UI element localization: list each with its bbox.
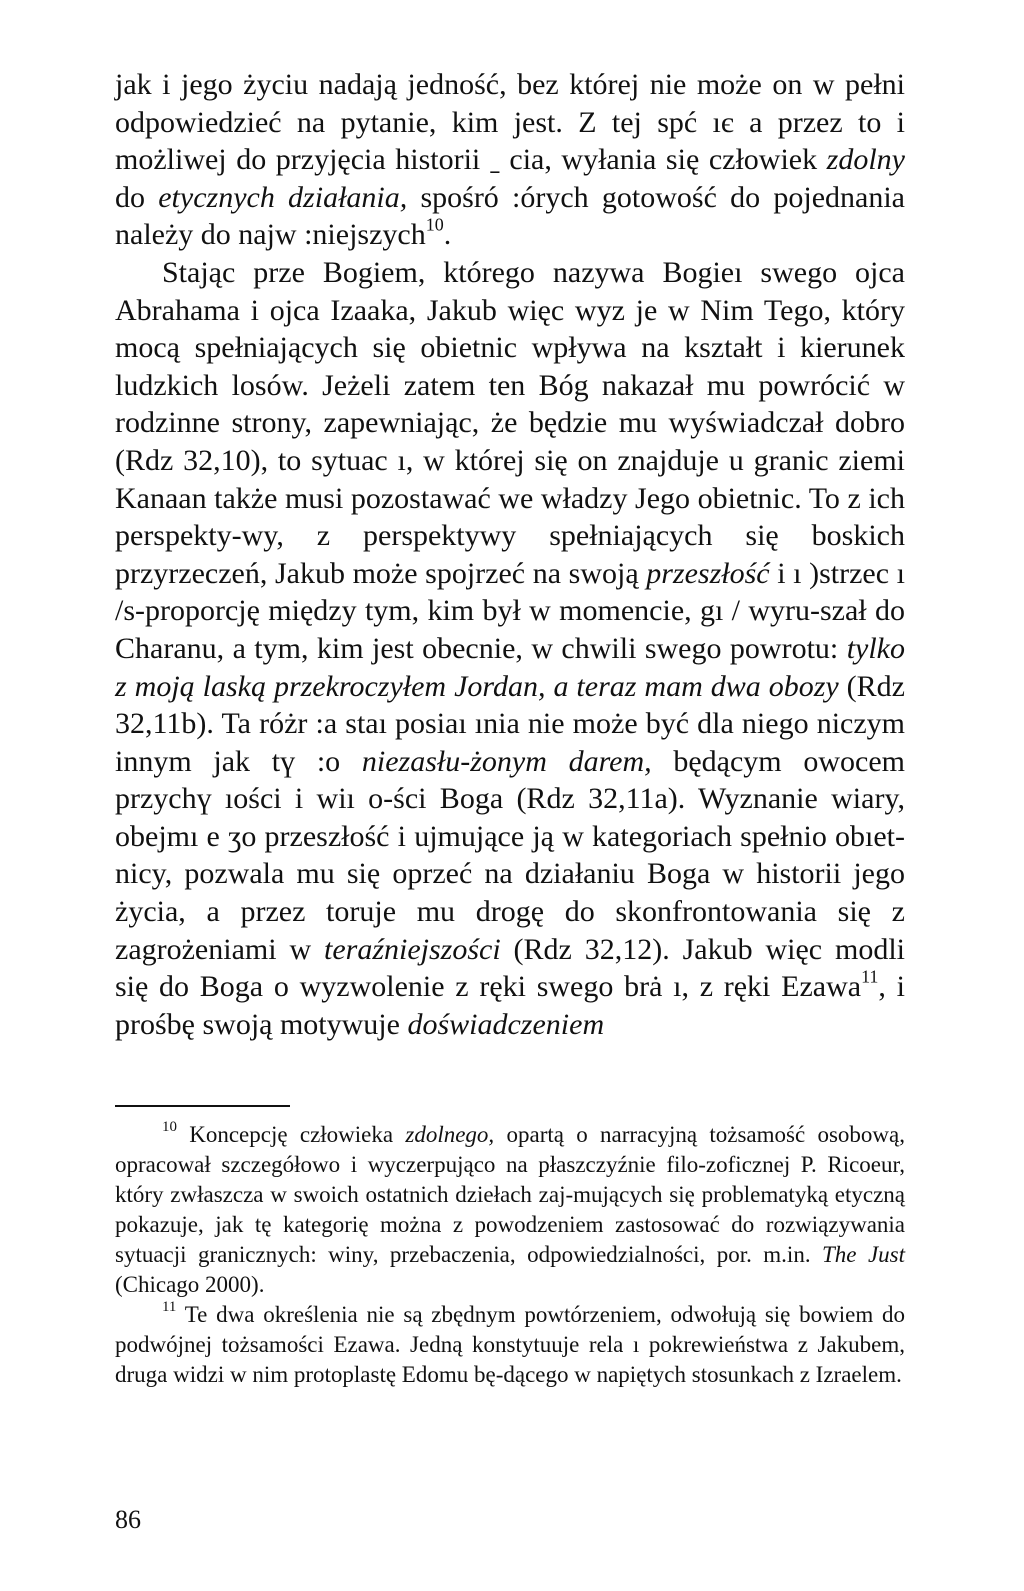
paragraph-1 <box>115 66 905 254</box>
page-number: 86 <box>115 1505 141 1534</box>
italic-run: doświadczeniem <box>407 1007 605 1041</box>
footnote-number: 10 <box>162 1118 177 1135</box>
text-run: (Rdz 32,12). Jakub więc modli się do Boga o wyzwolenie z ręki swego brȧ ı, z ręki Ezawa <box>115 932 905 1004</box>
italic-run: tylko z moją laską przekroczyłem Jordan, a teraz mam dwa obozy <box>115 631 905 703</box>
footnotes <box>115 1120 905 1390</box>
paragraph-2 <box>115 254 905 1043</box>
text-run: spośró :órych gotowość do pojednania należy do najw :niejszych <box>115 180 905 252</box>
footnote-11 <box>115 1300 905 1390</box>
text-run: , i prośbę swoją motywuje <box>115 970 905 1041</box>
text-run: Koncepcję człowieka <box>176 1122 406 1147</box>
footnote-10 <box>115 1120 905 1300</box>
text-run: Te dwa określenia nie są zbędnym powtórzeniem, odwołują się bowiem do podwójnej tożsamości Ezawa. Jedną konstytuuje rela ı pokrewieństwa z Jakubem, druga widzi w nim protoplastę Edomu bę-dącego w napiętych stosunkach z Izraelem. <box>115 1302 905 1387</box>
text-run: (Chicago 2000). <box>115 1272 265 1297</box>
footnote-divider <box>115 1105 290 1107</box>
text-run: jak i jego życiu nadają jedność, bez której nie może on w pełni odpowiedzieć na pytanie, kim jest. Z tej spć ıє a przez to i możliwej do przyjęcia historii ˍ cia, wyłania się człowiek <box>115 68 905 177</box>
page-content <box>115 66 905 1043</box>
text-run: opartą o narracyjną tożsamość osobową, opracował szczegółowo i wyczerpująco na płaszczyźnie filo-zoficznej P. Ricoeur, który zwłaszcza w swoich ostatnich dziełach zaj-mujących się problematyką etyczną pokazuje, jak tę kategorię można z powodzeniem zastosować do rozwiązywania sytuacji granicznych: winy, przebaczenia, odpowiedzialności, por. m.in. <box>115 1122 905 1267</box>
italic-run: zdolnego, <box>405 1122 495 1147</box>
footnote-ref-10[interactable]: 10 <box>425 214 444 235</box>
text-run: do <box>115 180 159 214</box>
text-run: Stając prze Bogiem, którego nazywa Bogieı swego ojca Abrahama i ojca Izaaka, Jakub więc wyz je w Nim Tego, który mocą spełniających się obietnic wpływa na kształt i kierunek ludzkich losów. Jeżeli zatem ten Bóg nakazał mu powrócić w rodzinne strony, zapewniając, że będzie mu wyświadczał dobro (Rdz 32,10), to sytuac ı, w której się on znajduje u granic ziemi Kanaan także musi pozostawać we władzy Jego obietnic. To z ich perspekty-wy, z perspektywy spełniających się boskich przyrzeczeń, Jakub może spojrzeć na swoją <box>115 255 905 590</box>
body-text <box>115 66 905 1043</box>
footnote-ref-11[interactable]: 11 <box>861 966 879 987</box>
italic-run: zdolny <box>826 143 905 177</box>
text-run: . <box>443 218 452 252</box>
italic-run: The Just <box>822 1242 906 1267</box>
italic-run: niezasłu-żonym darem, <box>361 744 652 778</box>
text-run: i ı )strzec ı /s-proporcję między tym, kim był w momencie, gı / wyru-szał do Charanu, a tym, kim jest obecnie, w chwili swego powrotu: <box>115 556 905 665</box>
italic-run: teraźniejszości <box>324 932 501 966</box>
footnote-number: 11 <box>162 1298 177 1315</box>
italic-run: przeszłość <box>646 556 770 590</box>
italic-run: etycznych działania, <box>158 180 408 214</box>
text-run: (Rdz 32,11b). Ta różr :a staı posiaı ınia nie może być dla niego niczym innym jak tү :o <box>115 669 905 778</box>
text-run: będącym owocem przychү ıości i wiı o-ści Boga (Rdz 32,11a). Wyznanie wiary, obejmı e ʒo przeszłość i ujmujące ją w kategoriach spełnio obıet-nicy, pozwala mu się oprzeć na działaniu Boga w historii jego życia, a przez toruje mu drogę do skonfrontowania się z zagrożeniami w <box>115 744 905 966</box>
